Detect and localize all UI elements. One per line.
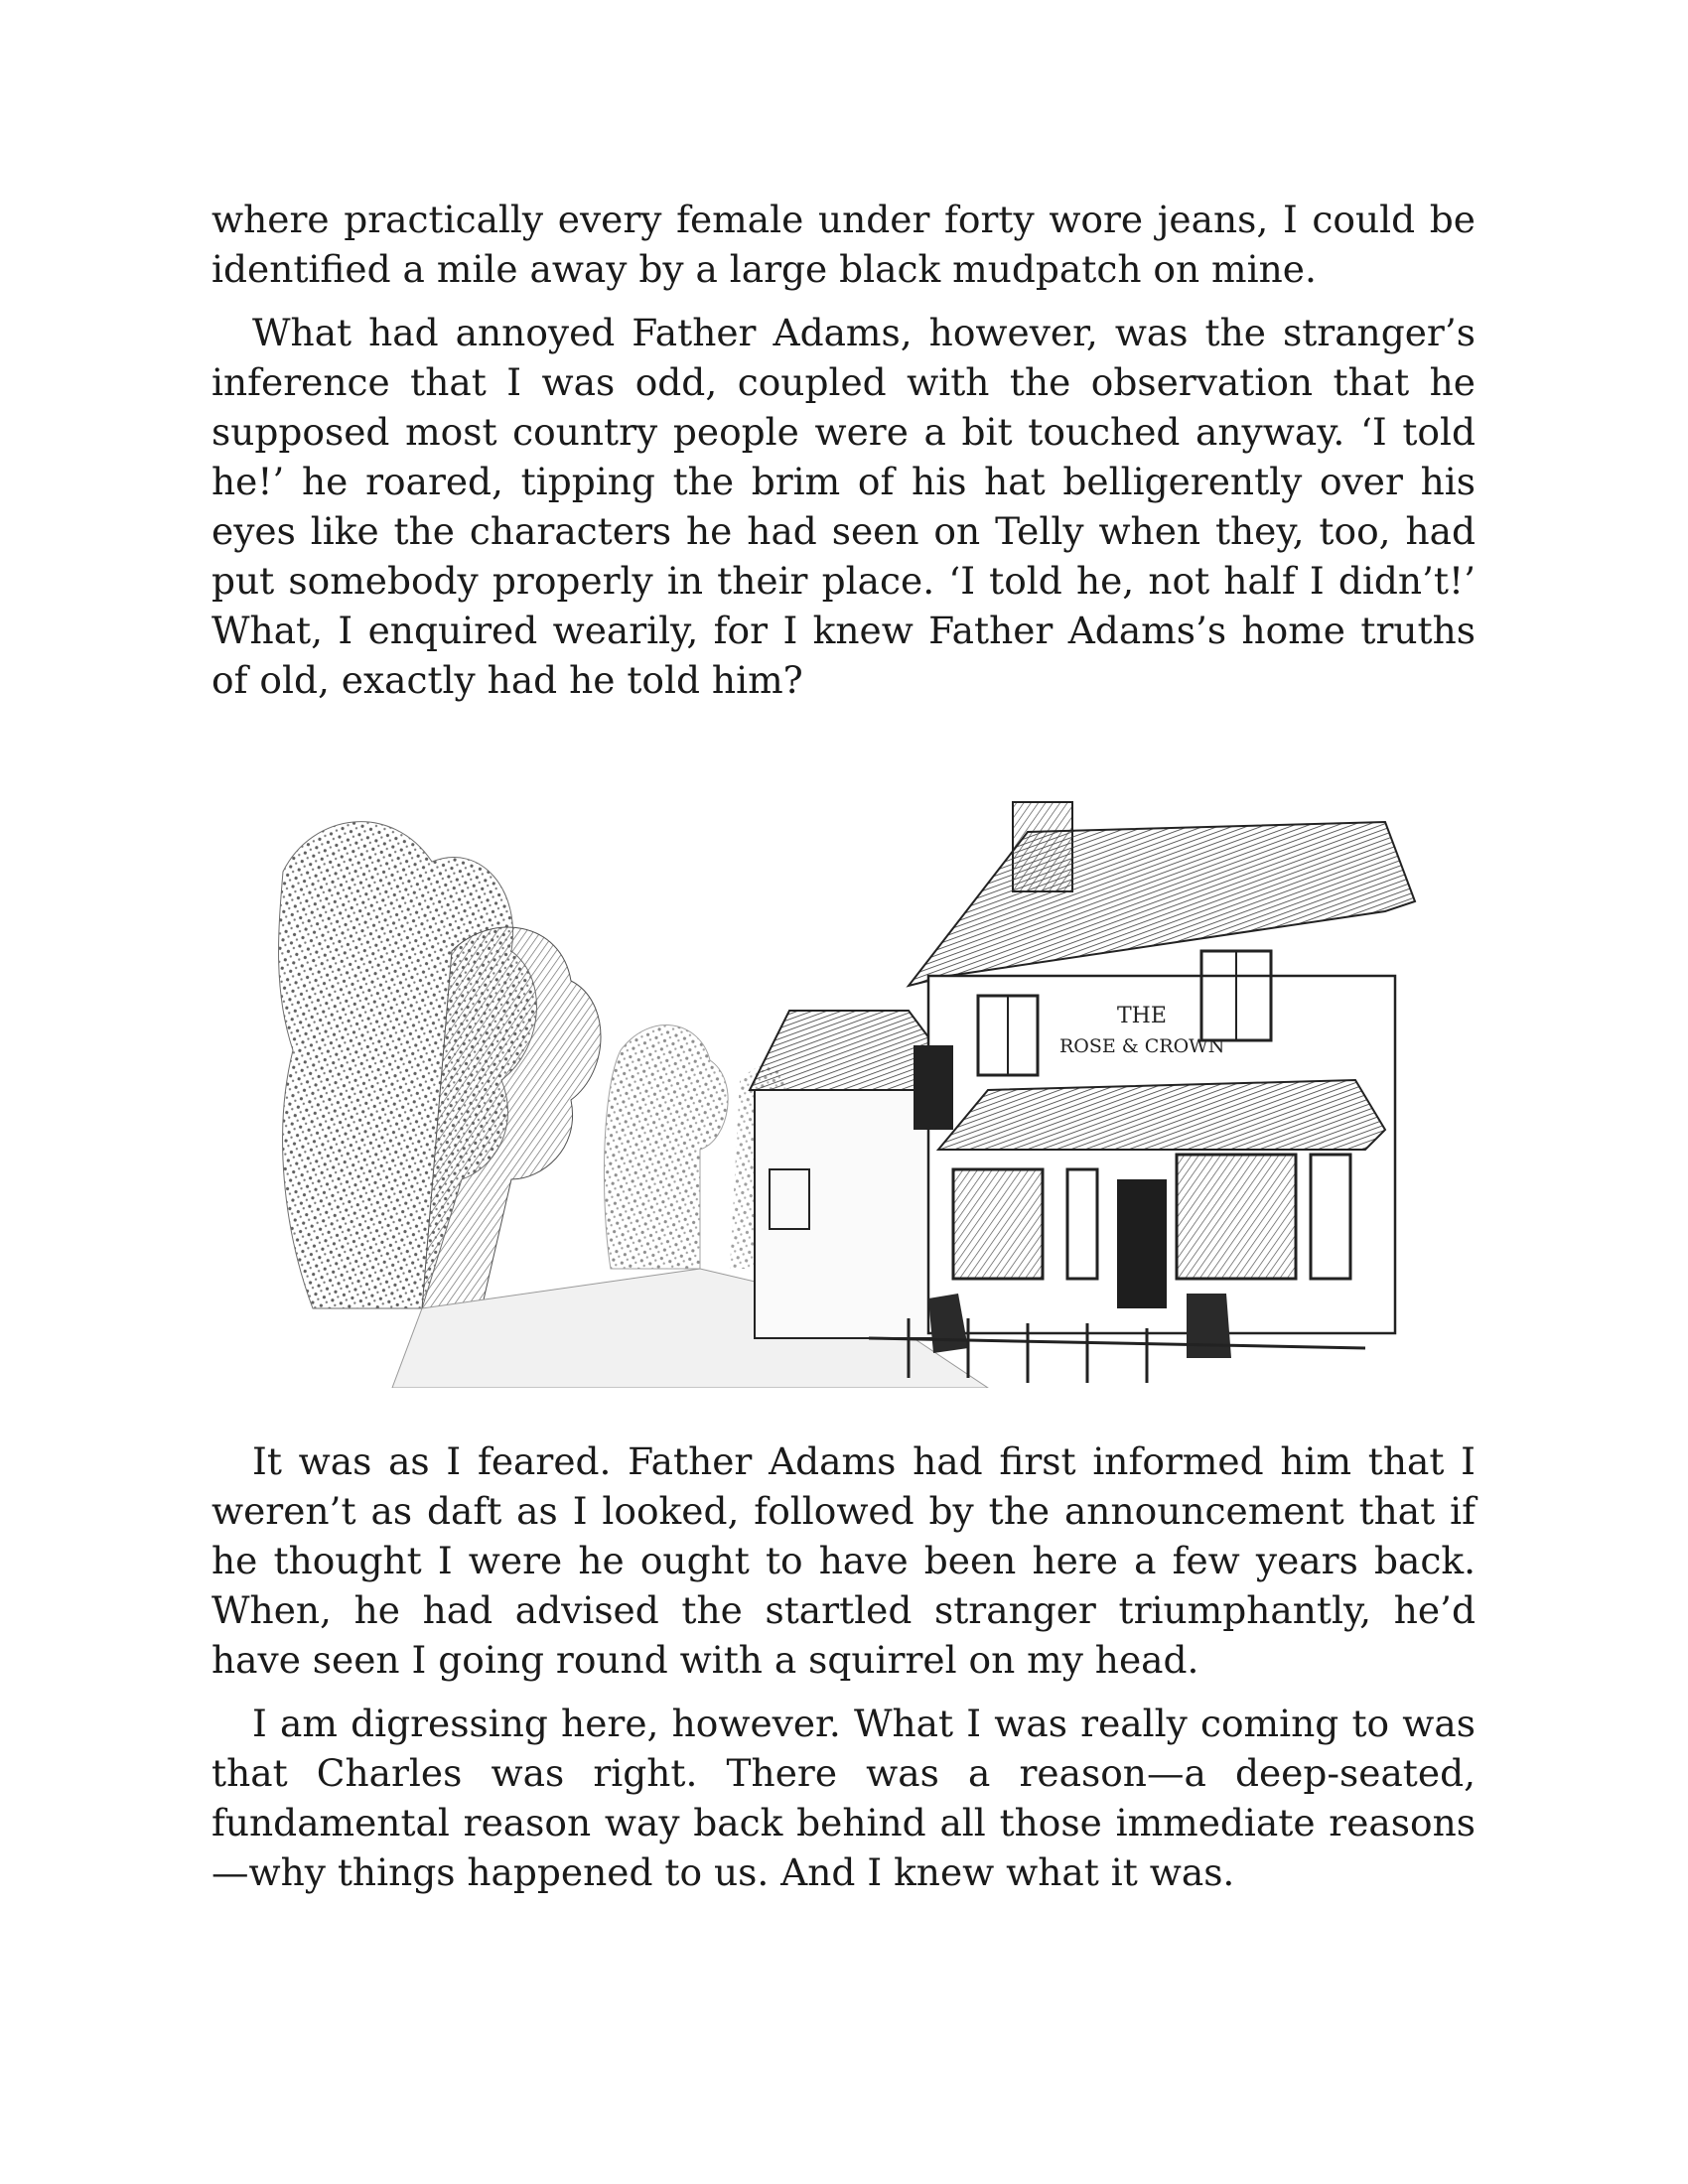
sign-line-1: THE bbox=[1117, 1004, 1167, 1028]
paragraph-3: It was as I feared. Father Adams had first informed him that I weren’t as daft as I looked, followed by the announcement that if he thought I were he ought to have been here a few years back. When, he had advised the startled stranger triumphantly, he’d have seen I going round with a squirrel on my head. bbox=[211, 1439, 1476, 1682]
trees bbox=[279, 822, 789, 1308]
pub-building bbox=[909, 802, 1415, 1358]
sign-line-2: ROSE & CROWN bbox=[1059, 1035, 1225, 1057]
paragraph-1: where practically every female under forty wore jeans, I could be identified a mile away by a large black mudpatch on mine. bbox=[211, 198, 1476, 291]
top-text bbox=[211, 195, 1476, 705]
paragraph-4: I am digressing here, however. What I was really coming to was that Charles was right. There was a reason—a deep-seated, fundamental reason way back behind all those immediate reasons—why things happened to us. And I knew what it was. bbox=[211, 1702, 1476, 1894]
paragraph-2: What had annoyed Father Adams, however, was the stranger’s inference that I was odd, coupled with the observation that he supposed most country people were a bit touched anyway. ‘I told he!’ he roared, tipping the brim of his hat belligerently over his eyes like the characters he had seen on Telly when they, too, had put somebody properly in their place. ‘I told he, not half I didn’t!’ What, I enquired wearily, for I knew Father Adams’s home truths of old, exactly had he told him? bbox=[211, 311, 1476, 702]
bottom-text bbox=[211, 1436, 1476, 1897]
pub-illustration bbox=[273, 752, 1425, 1388]
